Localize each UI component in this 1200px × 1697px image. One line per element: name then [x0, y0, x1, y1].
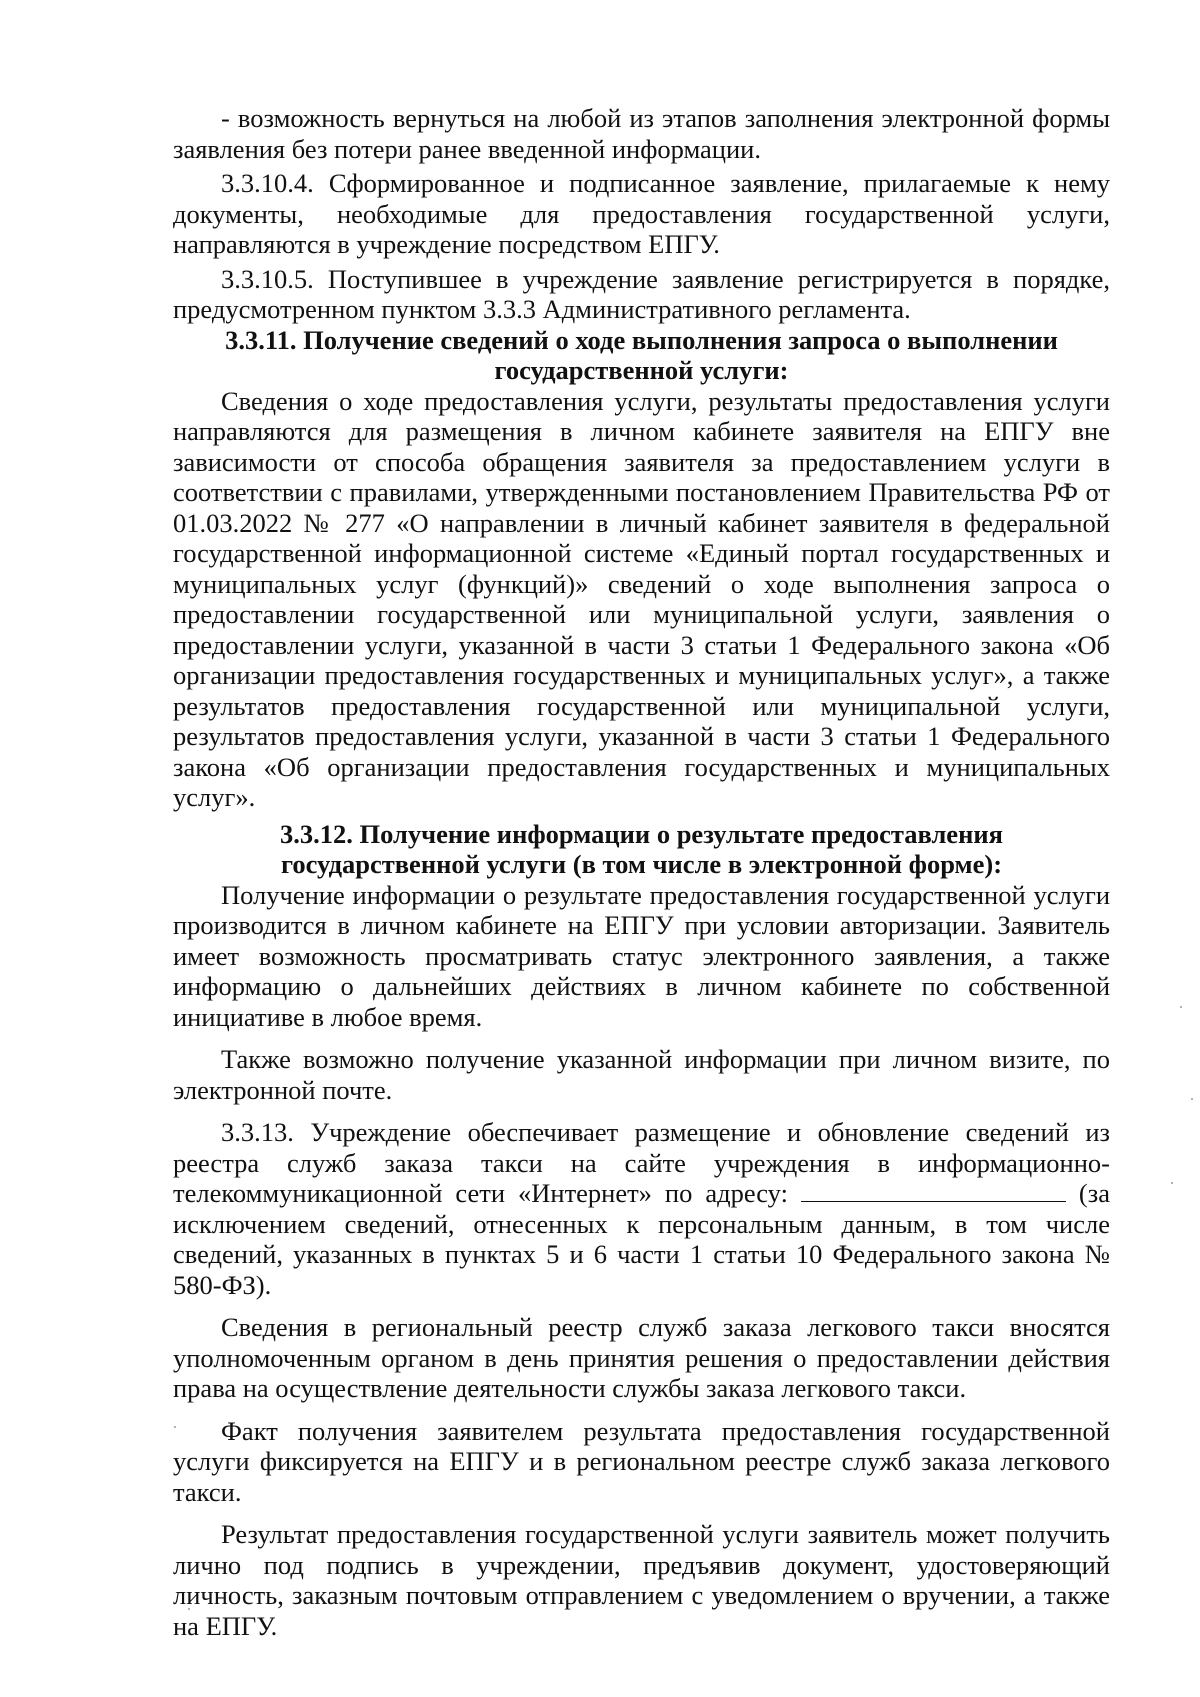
paragraph-3-3-10-4: 3.3.10.4. Сформированное и подписанное заявление, прилагаемые к нему документы, необходимые для предоставления государственной услуги, направляются в учреждение посредством ЕПГУ.	[173, 168, 1110, 259]
scan-speck	[1191, 1098, 1193, 1100]
paragraph-3-3-13-text-start: 3.3.13. Учреждение обеспечивает размещение и обновление сведений из реестра служб заказа такси на сайте учреждения в информационно-телекоммуникационной сети «Интернет» по адресу:	[173, 1117, 1110, 1208]
scan-speck	[1180, 1006, 1182, 1008]
paragraph-3-3-13-text-end: (за исключением сведений, отнесенных к персональным данным, в том числе сведений, указанных в пунктах 5 и 6 части 1 статьи 10 Федерального закона № 580-ФЗ).	[173, 1178, 1110, 1300]
paragraph-3-3-13	[173, 1117, 1110, 1300]
paragraph-result-info: Получение информации о результате предоставления государственной услуги производится в личном кабинете на ЕПГУ при условии авторизации. Заявитель имеет возможность просматривать статус электронного заявления, а также информацию о дальнейших действиях в личном кабинете по собственной инициативе в любое время.	[173, 879, 1110, 1032]
heading-3-3-11-line1: 3.3.11. Получение сведений о ходе выполнения запроса о выполнении	[225, 324, 1058, 355]
paragraph-electronic-form-return: - возможность вернуться на любой из этапов заполнения электронной формы заявления без потери ранее введенной информации.	[173, 103, 1110, 164]
heading-3-3-12-line1: 3.3.12. Получение информации о результате предоставления	[280, 818, 1003, 849]
paragraph-result-fixation: Факт получения заявителем результата предоставления государственной услуги фиксируется на ЕПГУ и в региональном реестре служб заказа легкового такси.	[173, 1415, 1110, 1507]
scan-speck	[1171, 1182, 1173, 1184]
paragraph-result-delivery: Результат предоставления государственной услуги заявитель может получить лично под подпись в учреждении, предъявив документ, удостоверяющий личность, заказным почтовым отправлением с уведомлением о вручении, а также на ЕПГУ.	[173, 1519, 1110, 1641]
paragraph-personal-visit: Также возможно получение указанной информации при личном визите, по электронной почте.	[173, 1044, 1110, 1105]
heading-3-3-11	[173, 325, 1110, 386]
heading-3-3-12-line2: государственной услуги (в том числе в электронной форме):	[280, 849, 1003, 879]
paragraph-3-3-10-5: 3.3.10.5. Поступившее в учреждение заявление регистрируется в порядке, предусмотренном пунктом 3.3.3 Административного регламента.	[173, 263, 1110, 324]
website-address-blank	[801, 1181, 1066, 1202]
heading-3-3-11-line2: государственной услуги:	[494, 355, 789, 385]
paragraph-regional-registry: Сведения в региональный реестр служб заказа легкового такси вносятся уполномоченным органом в день принятия решения о предоставлении действия права на осуществление деятельности службы заказа легкового такси.	[173, 1312, 1110, 1403]
heading-3-3-12	[173, 819, 1110, 880]
paragraph-progress-info: Сведения о ходе предоставления услуги, результаты предоставления услуги направляются для размещения в личном кабинете заявителя на ЕПГУ вне зависимости от способа обращения заявителя за предоставлением услуги в соответствии с правилами, утвержденными постановлением Правительства РФ от 01.03.2022 № 277 «О направлении в личный кабинет заявителя в федеральной государственной информационной системе «Единый портал государственных и муниципальных услуг (функций)» сведений о ходе выполнения запроса о предоставлении государственной или муниципальной услуги, заявления о предоставлении услуги, указанной в части 3 статьи 1 Федерального закона «Об организации предоставления государственных и муниципальных услуг», а также результатов предоставления государственной или муниципальной услуги, результатов предоставления услуги, указанной в части 3 статьи 1 Федерального закона «Об организации предоставления государственных и муниципальных услуг».	[173, 385, 1110, 812]
document-body	[173, 103, 1110, 1641]
